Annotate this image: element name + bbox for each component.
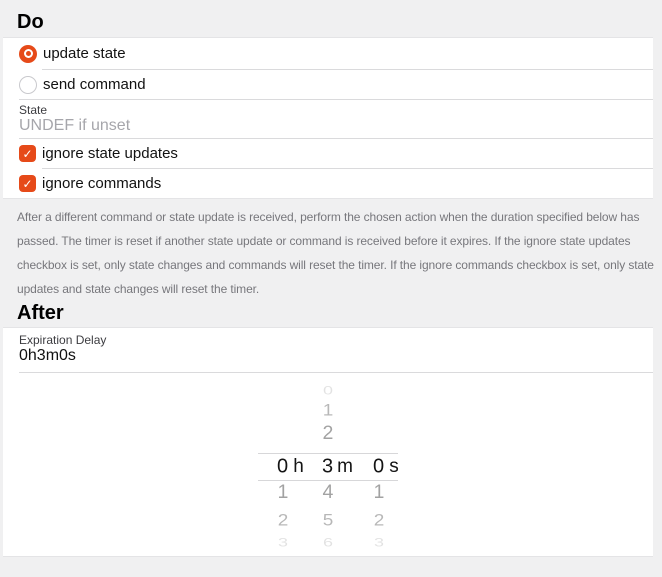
picker-seconds-selected[interactable]: 0 [372,455,385,478]
picker-seconds-item[interactable]: 1 [373,482,384,503]
picker-minutes-selected[interactable]: 3 [321,455,334,478]
description-line: passed. The timer is reset if another state update or command is received before it expires. If the ignore state updates [17,234,631,248]
expire-description [17,205,654,301]
expiration-delay-input[interactable] [19,347,637,365]
picker-hours-selected[interactable]: 0 [276,455,289,478]
picker-hours-item[interactable]: 2 [277,510,288,530]
radio-selected-icon[interactable] [19,45,37,63]
state-field [3,100,653,138]
radio-option-update-state[interactable] [3,38,653,69]
after-section-title: After [17,302,64,324]
expiration-delay-label: Expiration Delay [19,333,107,347]
checkbox-ignore-state-updates[interactable] [3,139,653,168]
picker-minutes-item[interactable]: 5 [322,510,333,530]
checkbox-checked-icon[interactable]: ✓ [19,145,36,162]
checkbox-checked-icon[interactable]: ✓ [19,175,36,192]
radio-option-label: update state [43,45,126,62]
picker-minutes-unit-label: m [337,456,353,477]
description-line: checkbox is set, only state changes and commands will reset the timer. If the ignore commands checkbox is set, only state [17,258,654,272]
radio-option-send-command[interactable] [3,70,653,99]
radio-unselected-icon[interactable] [19,76,37,94]
duration-picker[interactable] [3,373,653,556]
picker-seconds-item[interactable]: 2 [373,510,384,530]
checkbox-label: ignore state updates [42,145,178,162]
state-field-label: State [19,103,48,117]
picker-minutes-item[interactable]: 0 [322,384,333,398]
picker-hours-unit-label: h [293,456,304,477]
state-input[interactable] [19,117,637,135]
after-card [3,327,653,557]
picker-seconds-unit-label: s [389,456,399,477]
radio-option-label: send command [43,76,146,93]
description-line: updates and state changes will reset the timer. [17,282,260,296]
checkbox-label: ignore commands [42,175,162,192]
description-line: After a different command or state update is received, perform the chosen action when the duration specified below has [17,210,640,224]
picker-hours-item[interactable]: 1 [277,482,288,503]
do-section-title: Do [17,11,44,33]
do-card [3,37,653,199]
picker-minutes-item[interactable]: 4 [322,482,333,503]
expiration-delay-field[interactable] [3,328,653,372]
checkbox-ignore-commands[interactable] [3,169,653,198]
picker-hours-item[interactable]: 3 [277,536,288,550]
picker-seconds-item[interactable]: 3 [373,536,384,550]
picker-minutes-item[interactable]: 6 [322,536,333,550]
picker-minutes-item[interactable]: 1 [322,400,333,420]
picker-minutes-item[interactable]: 2 [322,423,333,444]
